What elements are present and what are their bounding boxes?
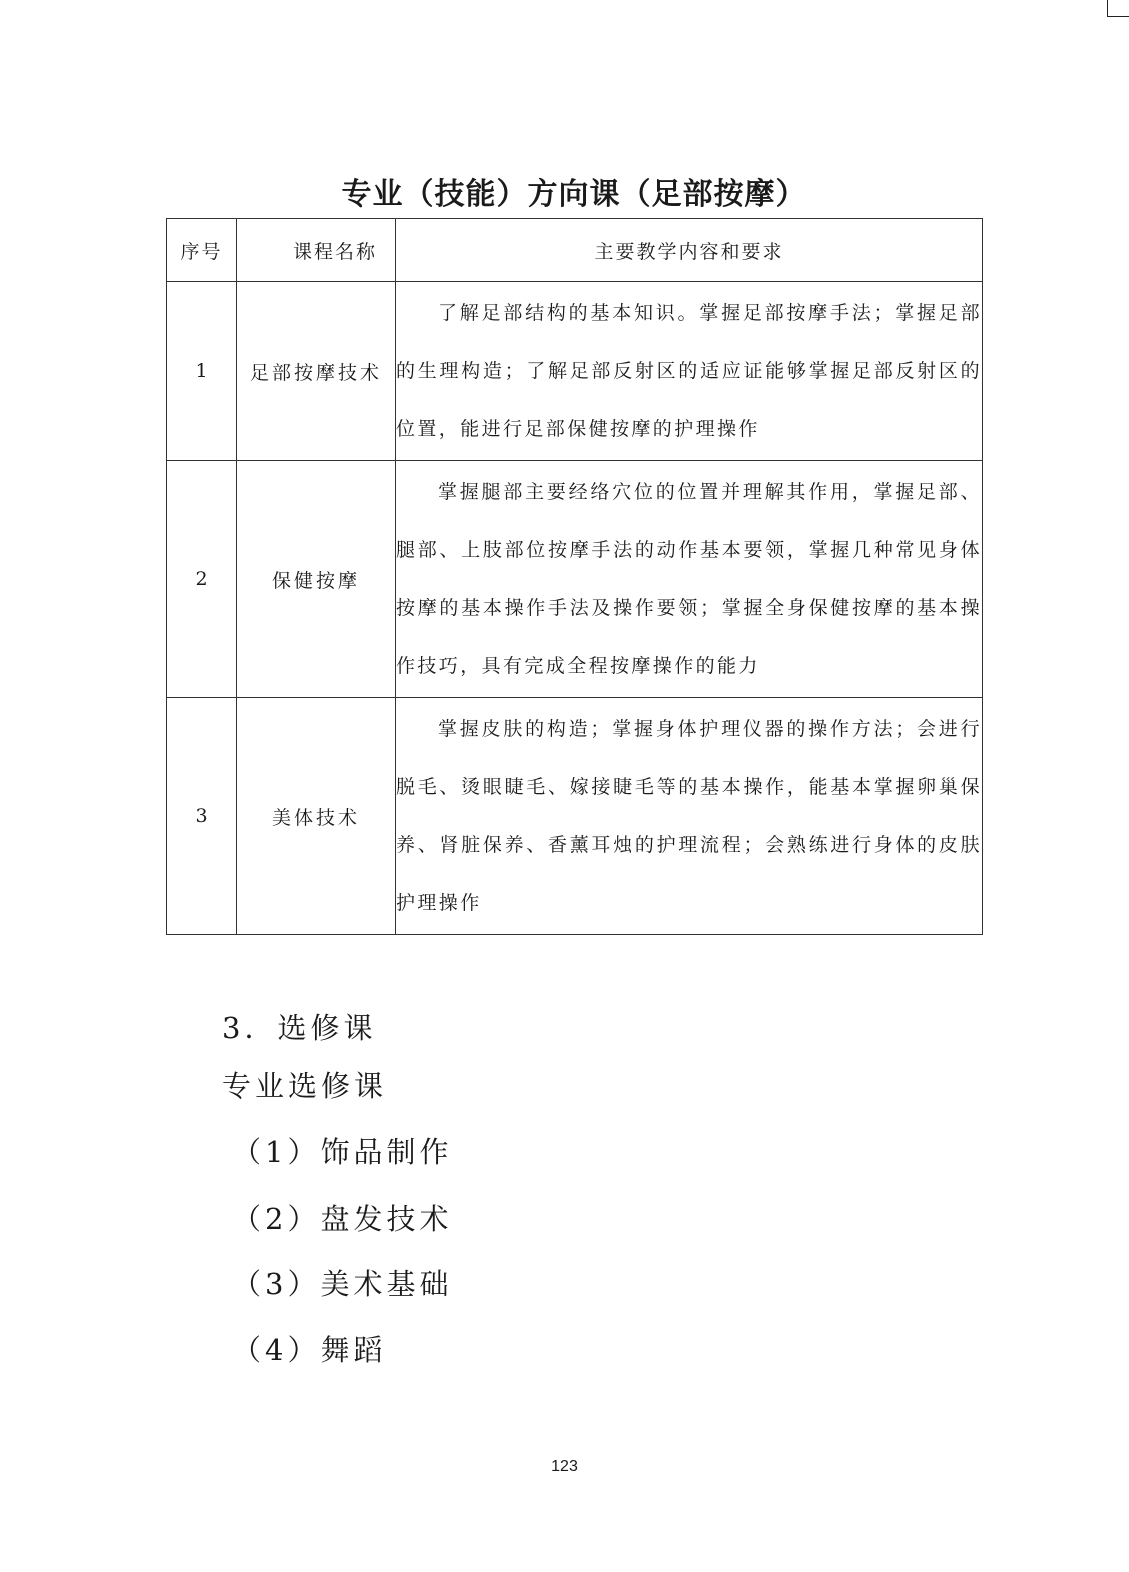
course-content-cell [396,282,983,461]
page-number: 123 [551,1458,578,1475]
header-content: 主要教学内容和要求 [396,219,983,282]
table-row [167,282,983,461]
section-heading: 3．选修课 [222,1011,377,1045]
table-row [167,698,983,935]
crop-mark-vertical [1107,0,1108,16]
course-content: 了解足部结构的基本知识。掌握足部按摩手法；掌握足部的生理构造；了解足部反射区的适应证能够掌握足部反射区的位置，能进行足部保健按摩的护理操作 [396,302,982,440]
row-number: 3 [167,698,237,935]
elective-item: （4）舞蹈 [232,1333,387,1367]
header-course-name: 课程名称 [237,219,396,282]
course-name: 保健按摩 [237,461,396,698]
course-content-cell [396,461,983,698]
course-content-cell [396,698,983,935]
elective-item: （3）美术基础 [232,1267,453,1301]
course-name: 美体技术 [237,698,396,935]
header-no: 序号 [167,219,237,282]
row-number: 1 [167,282,237,461]
row-number: 2 [167,461,237,698]
table-header-row [167,219,983,282]
table-row [167,461,983,698]
course-table [166,218,983,935]
crop-mark-horizontal [1107,16,1129,17]
course-content: 掌握腿部主要经络穴位的位置并理解其作用，掌握足部、腿部、上肢部位按摩手法的动作基本要领，掌握几种常见身体按摩的基本操作手法及操作要领；掌握全身保健按摩的基本操作技巧，具有完成全程按摩操作的能力 [396,481,982,677]
elective-item: （2）盘发技术 [232,1202,453,1236]
elective-item: （1）饰品制作 [232,1135,453,1169]
course-content: 掌握皮肤的构造；掌握身体护理仪器的操作方法；会进行脱毛、烫眼睫毛、嫁接睫毛等的基本操作，能基本掌握卵巢保养、肾脏保养、香薰耳烛的护理流程；会熟练进行身体的皮肤护理操作 [396,718,982,914]
page-title: 专业（技能）方向课（足部按摩） [341,177,807,212]
section-subheading: 专业选修课 [222,1069,388,1103]
course-name: 足部按摩技术 [237,282,396,461]
